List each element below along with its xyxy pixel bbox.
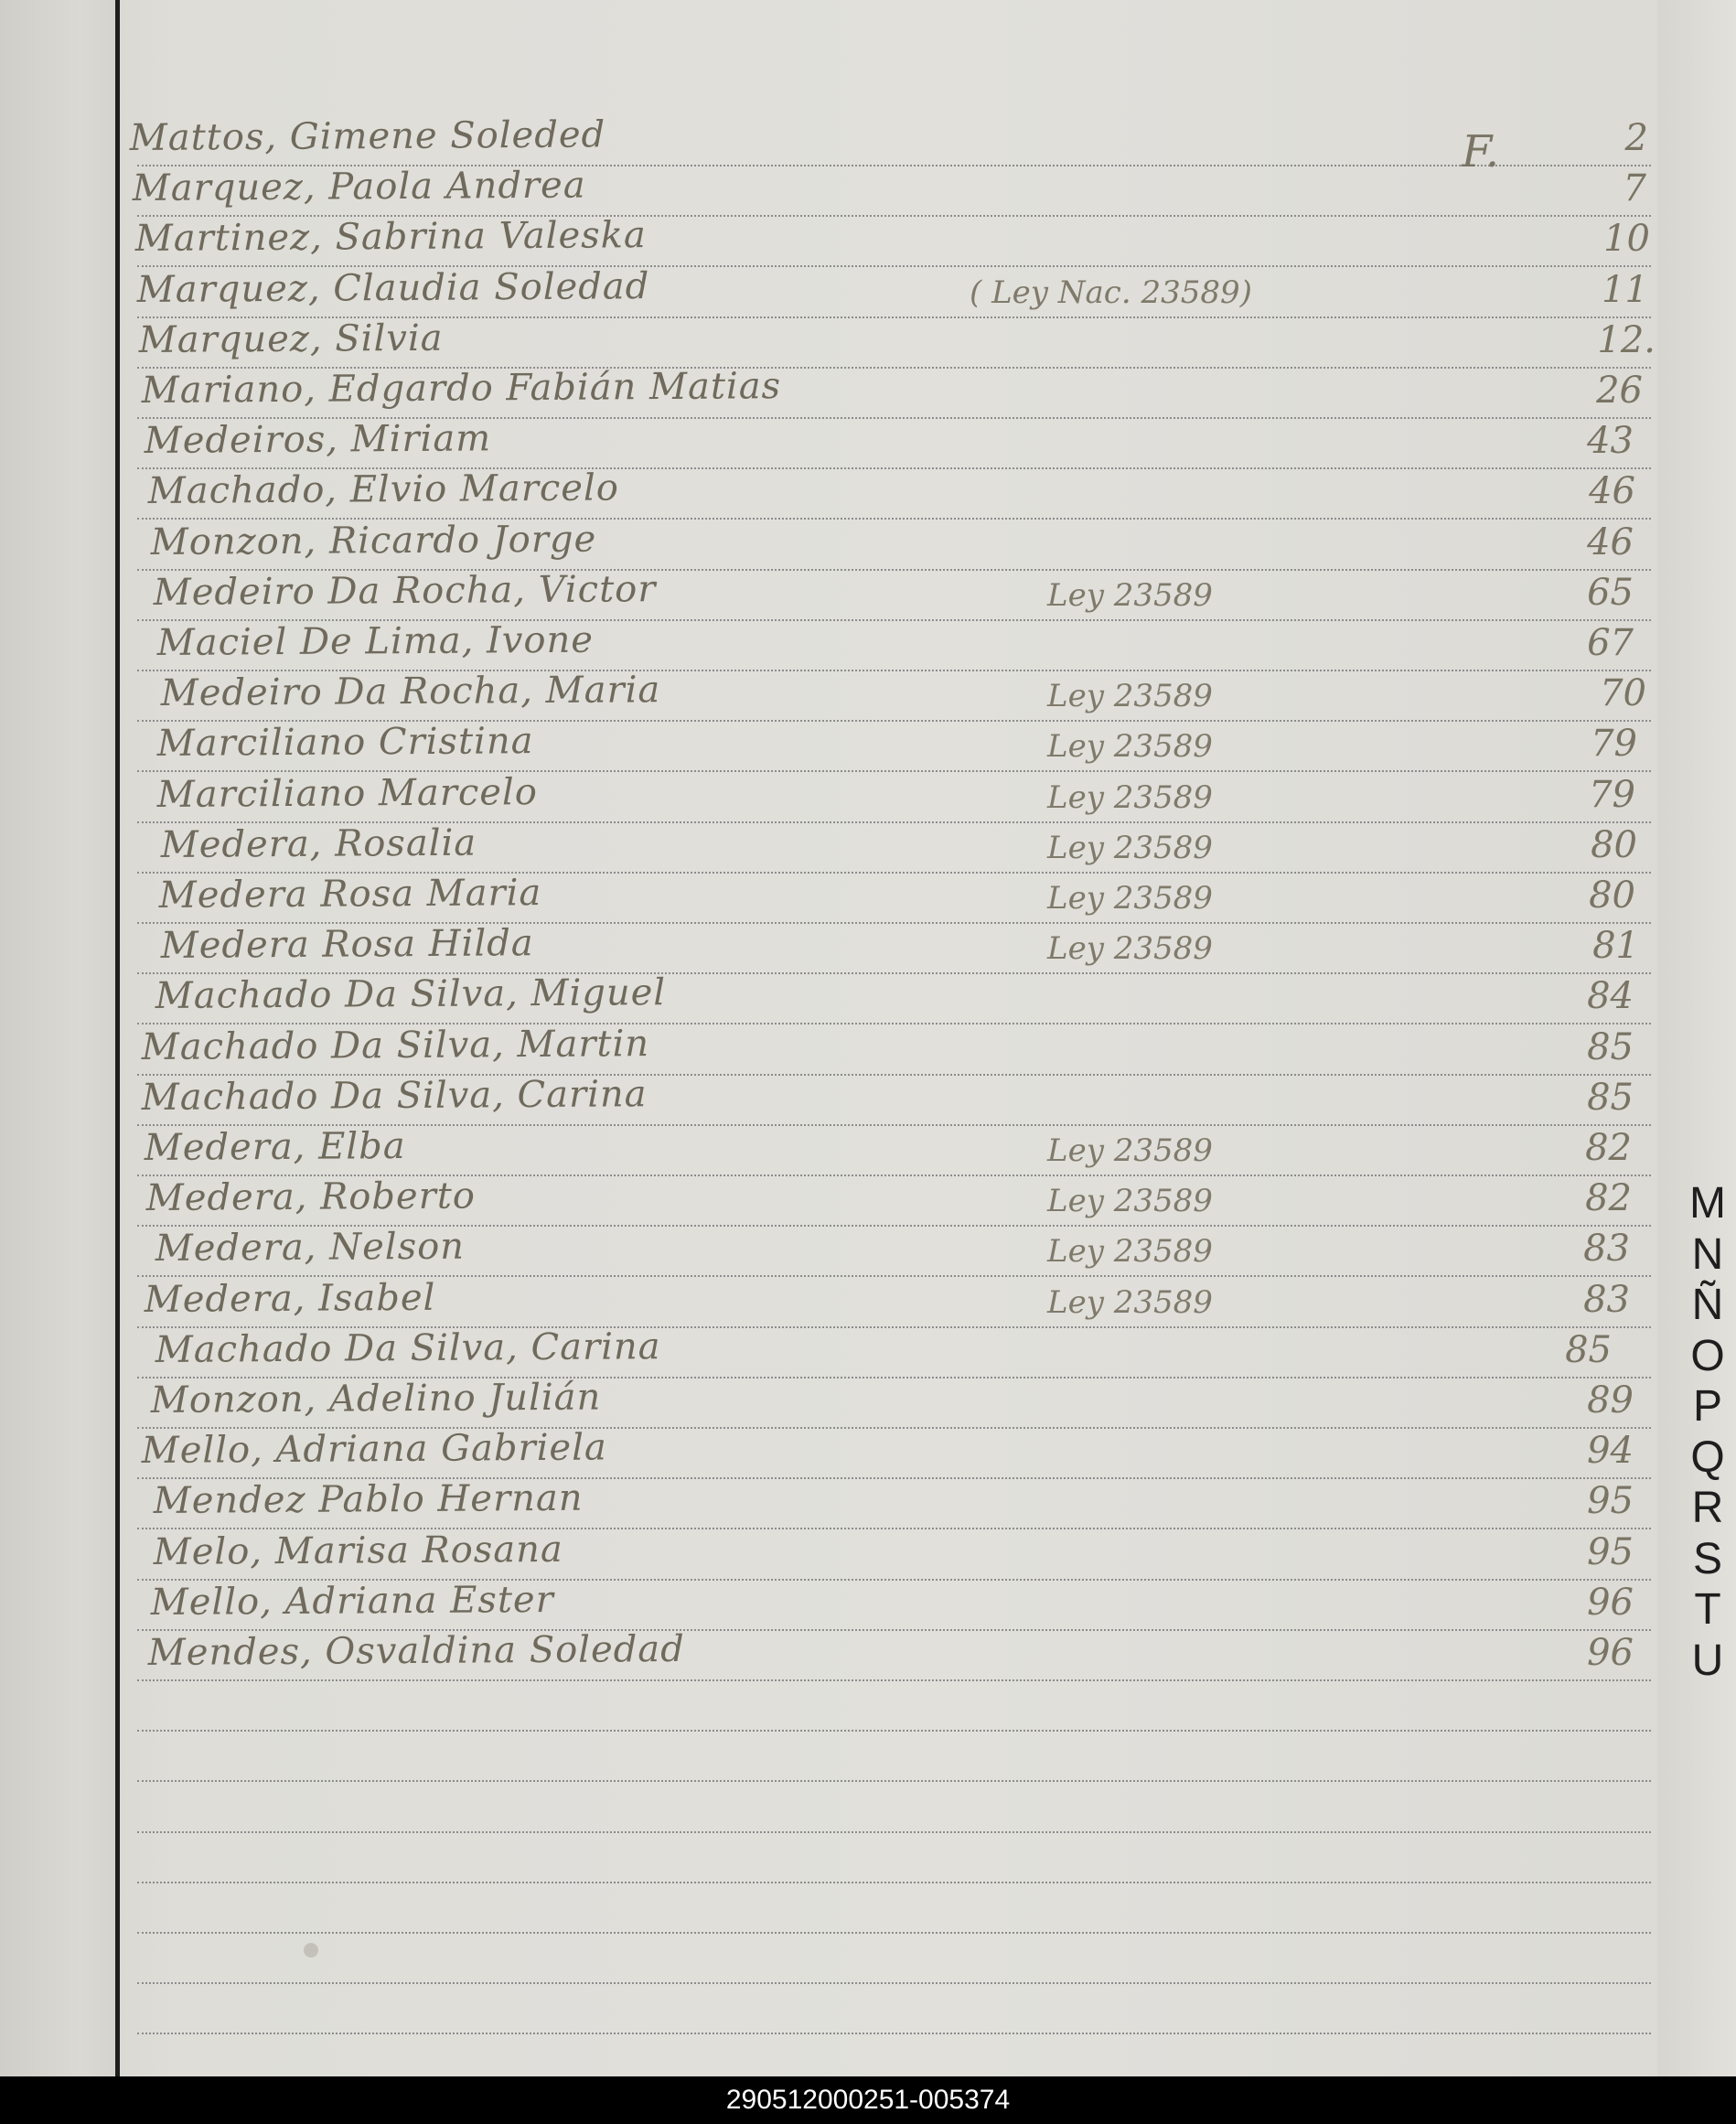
- entry-folio: 26: [1596, 370, 1643, 412]
- index-entry: [0, 1578, 1646, 1629]
- entry-note: Ley 23589: [1047, 1183, 1213, 1220]
- ruled-line: [137, 1882, 1651, 1883]
- tab-letter[interactable]: N: [1691, 1229, 1724, 1279]
- entry-folio: 84: [1587, 975, 1634, 1018]
- entry-name: Mello, Adriana Gabriela: [141, 1426, 607, 1473]
- index-entry: [0, 1325, 1646, 1377]
- alphabet-tab-strip: [1657, 0, 1736, 2076]
- entry-note: Ley 23589: [1047, 1233, 1213, 1271]
- entry-name: Medera, Nelson: [155, 1226, 466, 1271]
- ruled-line: [137, 1831, 1651, 1833]
- entry-folio: 94: [1587, 1430, 1634, 1473]
- ruled-line: [137, 1932, 1651, 1934]
- entry-note: Ley 23589: [1047, 829, 1213, 866]
- entry-name: Medera, Elba: [144, 1125, 406, 1169]
- entry-name: Marquez, Paola Andrea: [132, 164, 586, 210]
- entry-note: Ley 23589: [1047, 1283, 1213, 1321]
- index-entry: [0, 214, 1650, 265]
- index-entry: [0, 921, 1646, 972]
- entry-folio: 2: [1624, 117, 1648, 159]
- index-entry: [0, 1275, 1646, 1326]
- entry-folio: 82: [1585, 1127, 1632, 1169]
- entry-name: Medera Rosa Hilda: [160, 922, 534, 968]
- entry-name: Medeiros, Miriam: [144, 417, 492, 463]
- entry-note: Ley 23589: [1047, 930, 1213, 968]
- index-entry: [0, 1476, 1646, 1528]
- index-entry: [0, 1426, 1646, 1477]
- entry-note: Ley 23589: [1047, 1132, 1213, 1169]
- index-entry: [0, 467, 1646, 518]
- paper-smudge: [304, 1943, 318, 1958]
- entry-folio: 65: [1587, 571, 1634, 614]
- index-entry: [0, 871, 1646, 922]
- index-entry: [0, 1023, 1646, 1074]
- ruled-line: [137, 1982, 1651, 1984]
- ruled-line: [137, 2033, 1651, 2034]
- entry-name: Maciel De Lima, Ivone: [156, 618, 595, 664]
- entry-note: Ley 23589: [1047, 778, 1213, 816]
- entry-folio: 83: [1583, 1278, 1630, 1321]
- index-entry: [0, 316, 1656, 367]
- entry-name: Martinez, Sabrina Valeska: [134, 214, 647, 261]
- entry-name: Melo, Marisa Rosana: [153, 1528, 563, 1573]
- index-entry: [0, 113, 1646, 165]
- entry-folio: 79: [1591, 723, 1637, 766]
- entry-note: Ley 23589: [1047, 728, 1213, 766]
- index-entry: [0, 1528, 1646, 1579]
- tab-letter[interactable]: P: [1692, 1382, 1722, 1431]
- entry-name: Marciliano Marcelo: [156, 770, 538, 816]
- ruled-line: [137, 1780, 1651, 1782]
- tab-letter[interactable]: U: [1691, 1636, 1724, 1685]
- folio-header: F.: [1462, 126, 1500, 177]
- tab-letter[interactable]: M: [1689, 1179, 1726, 1228]
- index-entry: [0, 770, 1646, 821]
- entry-name: Marciliano Cristina: [156, 720, 534, 766]
- entry-name: Mariano, Edgardo Fabián Matias: [141, 365, 782, 412]
- tab-letter[interactable]: R: [1691, 1484, 1724, 1532]
- entry-note: Ley 23589: [1047, 678, 1213, 715]
- document-id: 290512000251-005374: [725, 2085, 1011, 2115]
- entry-folio: 96: [1587, 1581, 1634, 1624]
- entry-note: ( Ley Nac. 23589): [970, 274, 1252, 311]
- entry-name: Marquez, Silvia: [138, 316, 444, 361]
- entry-folio: 83: [1583, 1228, 1630, 1271]
- index-entry: [0, 1224, 1646, 1275]
- entry-name: Medeiro Da Rocha, Victor: [153, 567, 657, 614]
- index-entry: [0, 1174, 1646, 1225]
- entry-folio: 67: [1587, 622, 1634, 664]
- entry-folio: 85: [1587, 1076, 1634, 1119]
- index-entry: [0, 164, 1646, 215]
- entry-name: Machado Da Silva, Miguel: [155, 971, 667, 1018]
- entry-name: Medera, Roberto: [145, 1175, 477, 1220]
- ruled-line: [137, 1730, 1651, 1732]
- index-entry: [0, 265, 1646, 316]
- entry-folio: 89: [1587, 1379, 1634, 1421]
- entry-note: Ley 23589: [1047, 880, 1213, 917]
- entry-name: Medera, Rosalia: [160, 821, 477, 866]
- entry-folio: 80: [1591, 823, 1637, 866]
- entry-folio: 43: [1587, 420, 1634, 463]
- index-entry: [0, 1073, 1646, 1124]
- entry-folio: 46: [1589, 470, 1635, 513]
- entry-name: Mendes, Osvaldina Soledad: [147, 1627, 685, 1674]
- entry-folio: 95: [1587, 1480, 1634, 1523]
- entry-folio: 85: [1587, 1025, 1634, 1068]
- index-entry: [0, 971, 1646, 1023]
- index-entry: [0, 568, 1646, 619]
- entry-folio: 96: [1587, 1632, 1634, 1674]
- index-entry: [0, 669, 1646, 720]
- entry-folio: 70: [1600, 672, 1646, 715]
- index-entry: [0, 618, 1646, 670]
- entry-name: Marquez, Claudia Soledad: [136, 264, 650, 311]
- entry-folio: 80: [1589, 874, 1635, 917]
- index-entry: [0, 518, 1646, 569]
- entry-folio: 11: [1602, 268, 1648, 311]
- entry-folio: 10: [1603, 218, 1650, 261]
- entry-name: Mendez Pablo Hernan: [153, 1477, 584, 1523]
- index-entry: [0, 1123, 1646, 1175]
- index-entry: [0, 1376, 1646, 1427]
- tab-letter[interactable]: Q: [1690, 1432, 1725, 1482]
- tab-letter[interactable]: S: [1692, 1534, 1722, 1583]
- entry-folio: 95: [1587, 1530, 1634, 1573]
- entry-name: Mattos, Gimene Soleded: [129, 113, 606, 159]
- entry-folio: 46: [1587, 520, 1634, 563]
- entry-note: Ley 23589: [1047, 576, 1213, 614]
- index-entry: [0, 416, 1646, 467]
- index-entry: [0, 1628, 1646, 1679]
- entry-name: Medeiro Da Rocha, Maria: [160, 669, 661, 715]
- entry-name: Mello, Adriana Ester: [150, 1578, 554, 1624]
- tab-letter[interactable]: O: [1690, 1331, 1725, 1380]
- tab-letter[interactable]: Ñ: [1691, 1281, 1724, 1329]
- index-entry: [0, 366, 1646, 417]
- entry-folio: 81: [1592, 925, 1639, 968]
- entry-name: Monzon, Ricardo Jorge: [150, 518, 597, 563]
- entry-folio: 85: [1565, 1328, 1612, 1371]
- entry-name: Machado Da Silva, Carina: [155, 1325, 661, 1371]
- entry-name: Monzon, Adelino Julián: [150, 1376, 602, 1421]
- ruled-line: [137, 1679, 1651, 1681]
- entry-folio: 7: [1623, 167, 1646, 210]
- entry-name: Machado, Elvio Marcelo: [147, 467, 619, 513]
- entry-folio: 82: [1585, 1177, 1632, 1220]
- entry-name: Machado Da Silva, Carina: [141, 1072, 648, 1119]
- entry-name: Machado Da Silva, Martin: [141, 1022, 650, 1068]
- entry-name: Medera, Isabel: [144, 1276, 436, 1321]
- entry-folio: 79: [1589, 773, 1635, 816]
- entry-name: Medera Rosa Maria: [158, 872, 542, 917]
- tab-letter[interactable]: T: [1694, 1585, 1721, 1634]
- index-entry: [0, 821, 1646, 872]
- entry-folio: 12.: [1597, 318, 1656, 361]
- index-entry: [0, 719, 1646, 770]
